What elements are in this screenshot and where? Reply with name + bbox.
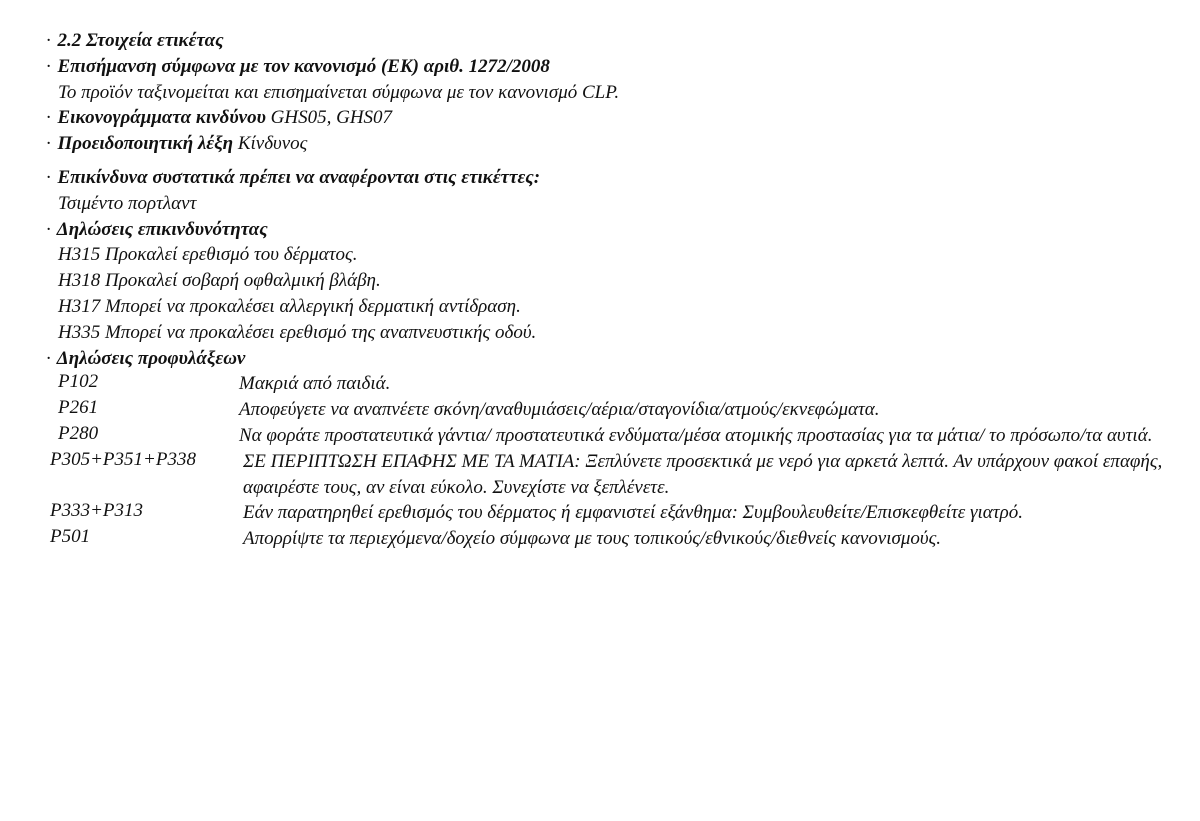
hazard-statement-h318: H318 Προκαλεί σοβαρή οφθαλμική βλάβη. (58, 270, 381, 292)
precautionary-code: P261 (58, 397, 99, 419)
hazard-statements-heading-text: Δηλώσεις επικινδυνότητας (56, 218, 268, 240)
precautionary-code: P280 (58, 422, 99, 444)
hazard-statement-h315: H315 Προκαλεί ερεθισμό του δέρματος. (58, 244, 358, 266)
precautionary-code: P102 (58, 371, 99, 393)
precautionary-heading-text: Δηλώσεις προφυλάξεων (56, 347, 246, 369)
pictograms-value: GHS05, GHS07 (270, 107, 393, 129)
precautionary-row-p501 (46, 526, 1166, 552)
signal-word-value: Κίνδυνος (237, 133, 308, 155)
precautionary-row-p102 (46, 371, 1166, 397)
hazardous-components-heading: · Επικίνδυνα συστατικά πρέπει να αναφέρονται στις ετικέττες: (46, 166, 541, 188)
hazard-statements-heading: · Δηλώσεις επικινδυνότητας (46, 218, 268, 240)
pictograms-row: · Εικονογράμματα κινδύνου GHS05, GHS07 (46, 107, 393, 129)
signal-word-row: · Προειδοποιητική λέξη Κίνδυνος (46, 133, 308, 155)
clp-text: Το προϊόν ταξινομείται και επισημαίνεται σύμφωνα με τον κανονισμό CLP. (58, 81, 620, 103)
precautionary-row-p280 (46, 423, 1166, 449)
precautionary-heading: · Δηλώσεις προφυλάξεων (46, 347, 246, 369)
precautionary-text: Απορρίψτε τα περιεχόμενα/δοχείο σύμφωνα με τους τοπικούς/εθνικούς/διεθνείς κανονισμούς. (243, 528, 942, 550)
precautionary-text: Μακριά από παιδιά. (239, 373, 391, 395)
precautionary-row-p305-p351-p338 (46, 449, 1166, 501)
precautionary-row-p261 (46, 397, 1166, 423)
precautionary-code: P305+P351+P338 (50, 448, 196, 470)
hazard-statement-h335: H335 Μπορεί να προκαλέσει ερεθισμό της αναπνευστικής οδού. (58, 321, 537, 343)
precautionary-row-p333-p313 (46, 500, 1166, 526)
clp-heading: · Επισήμανση σύμφωνα με τον κανονισμό (ΕΚ) αριθ. 1272/2008 (46, 55, 550, 77)
precautionary-text: Να φοράτε προστατευτικά γάντια/ προστατευτικά ενδύματα/μέσα ατομικής προστασίας για τα μάτια/ το πρόσωπο/τα αυτιά. (239, 424, 1153, 446)
clp-heading-text: Επισήμανση σύμφωνα με τον κανονισμό (ΕΚ) αριθ. 1272/2008 (57, 55, 550, 77)
precautionary-code: P501 (50, 526, 91, 548)
hazardous-components-heading-text: Επικίνδυνα συστατικά πρέπει να αναφέρονται στις ετικέττες: (57, 166, 541, 188)
precautionary-text: Εάν παρατηρηθεί ερεθισμός του δέρματος ή εμφανιστεί εξάνθημα: Συμβουλευθείτε/Επισκεφθείτε γιατρό. (243, 502, 1023, 524)
precautionary-text: Αποφεύγετε να αναπνέετε σκόνη/αναθυμιάσεις/αέρια/σταγονίδια/ατμούς/εκνεφώματα. (239, 399, 880, 421)
sds-label-elements-section (46, 28, 1166, 552)
hazard-statement-h317: H317 Μπορεί να προκαλέσει αλλεργική δερματική αντίδραση. (58, 295, 521, 317)
precautionary-text: ΣΕ ΠΕΡΙΠΤΩΣΗ ΕΠΑΦΗΣ ΜΕ ΤΑ ΜΑΤΙΑ: Ξεπλύνετε προσεκτικά με νερό για αρκετά λεπτά. Αν υπάρχουν φακοί επαφής, αφαιρέστε τους, αν είναι εύκολο. Συνεχίστε να ξεπλένετε. (243, 450, 1163, 498)
section-heading: · 2.2 Στοιχεία ετικέτας (46, 30, 224, 51)
precautionary-code: P333+P313 (50, 500, 144, 522)
signal-word-label: Προειδοποιητική λέξη (57, 133, 234, 155)
pictograms-label: Εικονογράμματα κινδύνου (57, 107, 266, 129)
hazardous-component-item: Τσιμέντο πορτλαντ (58, 192, 197, 214)
section-heading-text: 2.2 Στοιχεία ετικέτας (57, 30, 224, 51)
